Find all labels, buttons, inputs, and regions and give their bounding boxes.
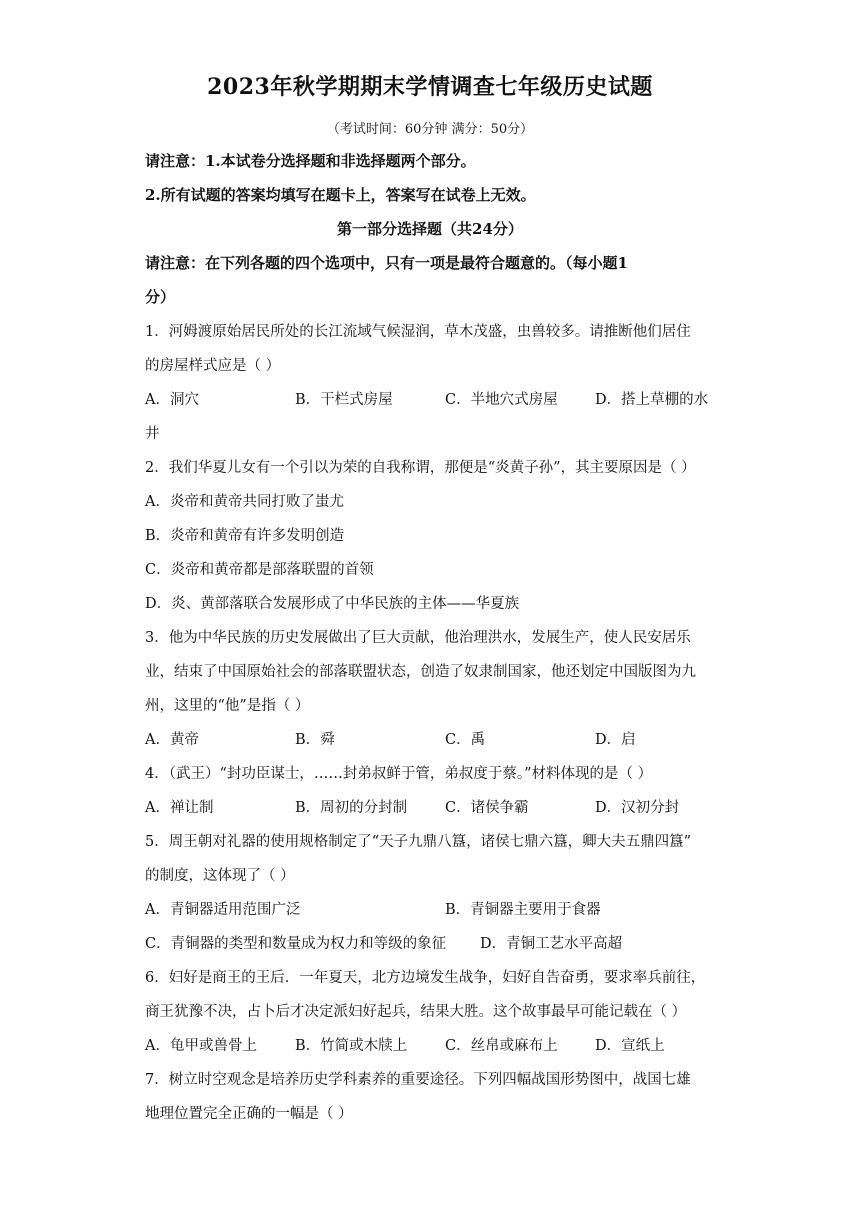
q4-option-a: A．禅让制	[145, 800, 214, 816]
q3-option-d: D．启	[595, 732, 636, 748]
q1-option-d: D．搭上草棚的水	[595, 392, 709, 408]
exam-subtitle: （考试时间：60分钟 满分：50分）	[326, 122, 534, 137]
q5-option-d: D．青铜工艺水平高超	[480, 936, 623, 952]
part1-instruction-line-1: 请注意：在下列各题的四个选项中，只有一项是最符合题意的。（每小题1	[145, 254, 628, 272]
q5-stem-line-2: 的制度，这体现了（ ）	[145, 868, 295, 884]
part1-heading: 第一部分选择题（共24分）	[337, 220, 523, 238]
q2-option-d: D．炎、黄部落联合发展形成了中华民族的主体——华夏族	[145, 596, 520, 612]
q6-option-d: D．宣纸上	[595, 1038, 665, 1054]
q2-option-c: C．炎帝和黄帝都是部落联盟的首领	[145, 562, 374, 578]
q4-option-c: C．诸侯争霸	[445, 800, 529, 816]
part1-instruction-line-2: 分）	[145, 288, 176, 306]
q3-option-b: B．舜	[295, 732, 335, 748]
q5-stem-line-1: 5．周王朝对礼器的使用规格制定了“天子九鼎八簋，诸侯七鼎六簋，卿大夫五鼎四簋”	[145, 834, 692, 850]
q6-stem-line-2: 商王犹豫不决，占卜后才决定派妇好起兵，结果大胜。这个故事最早可能记载在（ ）	[145, 1004, 687, 1020]
q5-option-b: B．青铜器主要用于食器	[445, 902, 601, 918]
q1-option-c: C．半地穴式房屋	[445, 392, 558, 408]
q2-option-a: A．炎帝和黄帝共同打败了蚩尤	[145, 494, 344, 510]
q6-stem-line-1: 6．妇好是商王的王后．一年夏天，北方边境发生战争，妇好自告奋勇，要求率兵前往，	[145, 970, 706, 986]
q2-stem: 2．我们华夏儿女有一个引以为荣的自我称谓，那便是“炎黄子孙”，其主要原因是（ ）	[145, 460, 696, 476]
note-line-2: 2.所有试题的答案均填写在题卡上，答案写在试卷上无效。	[145, 186, 536, 204]
q3-option-a: A．黄帝	[145, 732, 199, 748]
q6-option-c: C．丝帛或麻布上	[445, 1038, 558, 1054]
q3-stem-line-2: 业，结束了中国原始社会的部落联盟状态，创造了奴隶制国家，他还划定中国版图为九	[145, 664, 696, 680]
q3-stem-line-1: 3．他为中华民族的历史发展做出了巨大贡献，他治理洪水，发展生产，使人民安居乐	[145, 630, 691, 646]
q4-stem: 4．（武王）“封功臣谋士，……封弟叔鲜于管，弟叔度于蔡。”材料体现的是（ ）	[145, 766, 653, 782]
q1-stem-line-1: 1．河姆渡原始居民所处的长江流域气候湿润，草木茂盛，虫兽较多。请推断他们居住	[145, 324, 691, 340]
q4-option-b: B．周初的分封制	[295, 800, 408, 816]
q3-option-c: C．禹	[445, 732, 486, 748]
q5-option-a: A．青铜器适用范围广泛	[145, 902, 301, 918]
q6-option-a: A．龟甲或兽骨上	[145, 1038, 257, 1054]
q1-stem-line-2: 的房屋样式应是（ ）	[145, 358, 281, 374]
exam-title: 2023年秋学期期末学情调查七年级历史试题	[207, 74, 653, 100]
q4-option-d: D．汉初分封	[595, 800, 680, 816]
q2-option-b: B．炎帝和黄帝有许多发明创造	[145, 528, 345, 544]
note-line-1: 请注意：1.本试卷分选择题和非选择题两个部分。	[145, 152, 476, 170]
q1-option-a: A．洞穴	[145, 392, 199, 408]
q6-option-b: B．竹简或木牍上	[295, 1038, 408, 1054]
q3-stem-line-3: 州，这里的“他”是指（ ）	[145, 698, 310, 714]
q5-option-c: C．青铜器的类型和数量成为权力和等级的象征	[145, 936, 447, 952]
q7-stem-line-2: 地理位置完全正确的一幅是（ ）	[145, 1106, 353, 1122]
q7-stem-line-1: 7．树立时空观念是培养历史学科素养的重要途径。下列四幅战国形势图中，战国七雄	[145, 1072, 691, 1088]
q1-option-b: B．干栏式房屋	[295, 392, 393, 408]
q1-option-d-cont: 井	[145, 426, 160, 442]
